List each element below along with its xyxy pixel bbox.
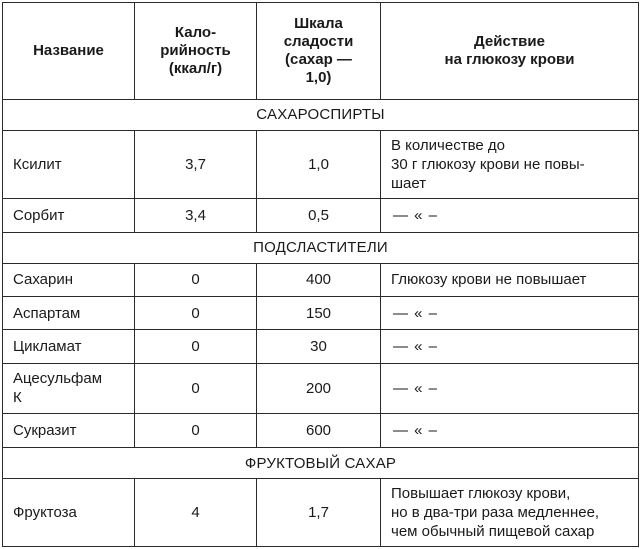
cell-name: Аспартам [3, 297, 135, 330]
cell-calories: 0 [135, 363, 257, 413]
cell-calories: 0 [135, 330, 257, 363]
section-row [3, 448, 639, 479]
header-effect: Действие на глюкозу крови [381, 3, 639, 100]
cell-calories: 4 [135, 479, 257, 547]
section-row [3, 99, 639, 130]
cell-effect: — « – [381, 297, 639, 330]
cell-effect: Глюкозу крови не повышает [381, 263, 639, 296]
cell-name: Ацесульфам К [3, 363, 135, 413]
sweeteners-table [2, 2, 639, 547]
table-row [3, 363, 639, 413]
cell-name: Сахарин [3, 263, 135, 296]
cell-effect: — « – [381, 413, 639, 447]
header-name: Название [3, 3, 135, 100]
header-row [3, 3, 639, 100]
cell-sweetness: 0,5 [257, 199, 381, 232]
table-row [3, 479, 639, 547]
table-row [3, 199, 639, 232]
cell-effect: — « – [381, 199, 639, 232]
cell-name: Фруктоза [3, 479, 135, 547]
cell-calories: 0 [135, 297, 257, 330]
header-sweetness: Шкала сладости (сахар — 1,0) [257, 3, 381, 100]
cell-sweetness: 30 [257, 330, 381, 363]
cell-name: Сорбит [3, 199, 135, 232]
cell-name: Сукразит [3, 413, 135, 447]
cell-name: Цикламат [3, 330, 135, 363]
cell-effect: Повышает глюкозу крови, но в два-три раза медленнее, чем обычный пищевой сахар [381, 479, 639, 547]
header-calories: Кало- рийность (ккал/г) [135, 3, 257, 100]
cell-calories: 3,7 [135, 130, 257, 199]
cell-calories: 3,4 [135, 199, 257, 232]
cell-sweetness: 1,7 [257, 479, 381, 547]
section-title-sweeteners: ПОДСЛАСТИТЕЛИ [3, 232, 639, 263]
table-row [3, 297, 639, 330]
cell-sweetness: 400 [257, 263, 381, 296]
cell-calories: 0 [135, 263, 257, 296]
cell-sweetness: 150 [257, 297, 381, 330]
table-row [3, 130, 639, 199]
cell-sweetness: 1,0 [257, 130, 381, 199]
section-title-sugar-alcohols: САХАРОСПИРТЫ [3, 99, 639, 130]
cell-calories: 0 [135, 413, 257, 447]
cell-sweetness: 200 [257, 363, 381, 413]
cell-sweetness: 600 [257, 413, 381, 447]
cell-effect: В количестве до 30 г глюкозу крови не повы- шает [381, 130, 639, 199]
section-row [3, 232, 639, 263]
cell-name: Ксилит [3, 130, 135, 199]
table-row [3, 330, 639, 363]
table-row [3, 413, 639, 447]
cell-effect: — « – [381, 330, 639, 363]
section-title-fruit-sugar: ФРУКТОВЫЙ САХАР [3, 448, 639, 479]
cell-effect: — « – [381, 363, 639, 413]
table-row [3, 263, 639, 296]
